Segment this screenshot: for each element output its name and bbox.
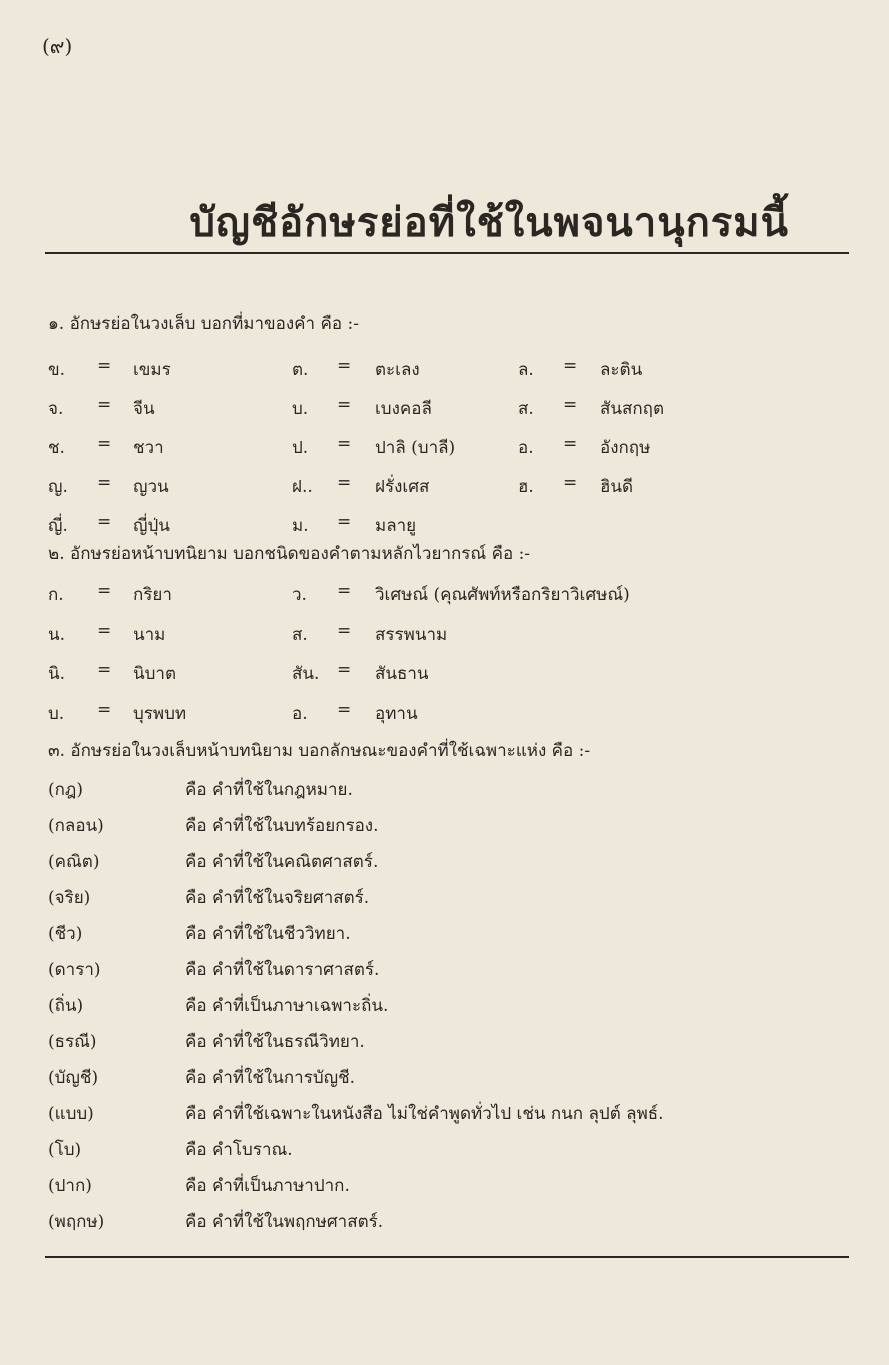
usage-description: คือ คำที่ใช้ในการบัญชี. <box>185 1068 356 1088</box>
abbreviation-meaning: ชวา <box>133 438 164 458</box>
section1-heading: ๑. อักษรย่อในวงเล็บ บอกที่มาของคำ คือ :- <box>48 314 359 334</box>
abbreviation: จ. <box>48 399 64 419</box>
usage-description: คือ คำที่เป็นภาษาเฉพาะถิ่น. <box>185 996 389 1016</box>
abbreviation: ว. <box>292 585 307 605</box>
equals-sign: = <box>563 434 578 454</box>
abbreviation-meaning: ฝรั่งเศส <box>375 477 430 497</box>
usage-tag: (ดารา) <box>48 960 101 980</box>
usage-description: คือ คำที่ใช้ในดาราศาสตร์. <box>185 960 380 980</box>
equals-sign: = <box>337 660 352 680</box>
abbreviation: บ. <box>292 399 309 419</box>
usage-description: คือ คำที่ใช้ในชีววิทยา. <box>185 924 351 944</box>
abbreviation: ส. <box>518 399 534 419</box>
usage-tag: (กลอน) <box>48 816 104 836</box>
usage-tag: (คณิต) <box>48 852 100 872</box>
equals-sign: = <box>563 356 578 376</box>
equals-sign: = <box>97 473 112 493</box>
equals-sign: = <box>337 356 352 376</box>
abbreviation-meaning: อังกฤษ <box>600 438 651 458</box>
abbreviation: ก. <box>48 585 64 605</box>
abbreviation: ข. <box>48 360 66 380</box>
abbreviation-meaning: ฮินดี <box>600 477 634 497</box>
usage-description: คือ คำที่ใช้ในคณิตศาสตร์. <box>185 852 379 872</box>
abbreviation-meaning: มลายู <box>375 516 417 536</box>
abbreviation: ฮ. <box>518 477 534 497</box>
usage-tag: (บัญชี) <box>48 1068 99 1088</box>
abbreviation: ต. <box>292 360 309 380</box>
abbreviation-meaning: ปาลิ (บาลี) <box>375 438 456 458</box>
usage-description: คือ คำที่ใช้เฉพาะในหนังสือ ไม่ใช่คำพูดทั่วไป เช่น กนก ลุปต์ ลุพธ์. <box>185 1104 664 1124</box>
abbreviation: ญี่. <box>48 516 68 536</box>
abbreviation-meaning: ญวน <box>133 477 169 497</box>
page-number: (๙) <box>42 34 73 58</box>
equals-sign: = <box>337 473 352 493</box>
usage-tag: (ธรณี) <box>48 1032 97 1052</box>
usage-description: คือ คำที่ใช้ในจริยศาสตร์. <box>185 888 370 908</box>
abbreviation-meaning: เขมร <box>133 360 171 380</box>
abbreviation: อ. <box>518 438 534 458</box>
abbreviation: สัน. <box>292 664 320 684</box>
abbreviation: อ. <box>292 703 308 724</box>
page-title: บัญชีอักษรย่อที่ใช้ในพจนานุกรมนี้ <box>189 200 789 246</box>
abbreviation-meaning: บุรพบท <box>133 703 187 724</box>
usage-tag: (แบบ) <box>48 1104 94 1124</box>
usage-description: คือ คำที่ใช้ในบทร้อยกรอง. <box>185 816 379 836</box>
usage-tag: (จริย) <box>48 888 91 908</box>
equals-sign: = <box>97 620 112 641</box>
usage-description: คือ คำที่ใช้ในกฎหมาย. <box>185 780 353 800</box>
abbreviation-meaning: สันธาน <box>375 664 429 684</box>
abbreviation: ป. <box>292 438 309 458</box>
abbreviation-meaning: เบงคอลี <box>375 399 432 419</box>
equals-sign: = <box>97 581 112 601</box>
usage-tag: (ชีว) <box>48 924 83 944</box>
equals-sign: = <box>97 660 112 680</box>
equals-sign: = <box>97 395 112 415</box>
equals-sign: = <box>97 356 112 376</box>
abbreviation-meaning: ละติน <box>600 360 643 380</box>
equals-sign: = <box>97 512 112 532</box>
abbreviation: ล. <box>518 360 534 380</box>
section3-heading: ๓. อักษรย่อในวงเล็บหน้าบทนิยาม บอกลักษณะของคำที่ใช้เฉพาะแห่ง คือ :- <box>48 741 591 761</box>
usage-tag: (ถิ่น) <box>48 996 84 1016</box>
abbreviation: ญ. <box>48 477 68 497</box>
abbreviation: ฝ.. <box>292 477 313 497</box>
equals-sign: = <box>337 434 352 454</box>
abbreviation-meaning: สรรพนาม <box>375 624 448 645</box>
equals-sign: = <box>337 699 352 720</box>
title-rule <box>45 252 849 254</box>
usage-description: คือ คำที่เป็นภาษาปาก. <box>185 1176 350 1196</box>
usage-tag: (กฎ) <box>48 780 83 800</box>
usage-tag: (โบ) <box>48 1140 82 1160</box>
equals-sign: = <box>563 473 578 493</box>
equals-sign: = <box>337 620 352 641</box>
abbreviation: นิ. <box>48 664 66 684</box>
abbreviation-meaning: นาม <box>133 624 166 645</box>
section2-heading: ๒. อักษรย่อหน้าบทนิยาม บอกชนิดของคำตามหลักไวยากรณ์ คือ :- <box>48 544 531 564</box>
abbreviation-meaning: วิเศษณ์ (คุณศัพท์หรือกริยาวิเศษณ์) <box>375 585 630 605</box>
equals-sign: = <box>97 699 112 720</box>
abbreviation: ม. <box>292 516 309 536</box>
equals-sign: = <box>563 395 578 415</box>
usage-description: คือ คำที่ใช้ในธรณีวิทยา. <box>185 1032 365 1052</box>
abbreviation-meaning: จีน <box>133 399 155 419</box>
abbreviation: บ. <box>48 703 65 724</box>
equals-sign: = <box>337 512 352 532</box>
equals-sign: = <box>97 434 112 454</box>
abbreviation: ส. <box>292 624 308 645</box>
usage-description: คือ คำโบราณ. <box>185 1140 293 1160</box>
equals-sign: = <box>337 581 352 601</box>
abbreviation-meaning: ญี่ปุ่น <box>133 516 170 536</box>
usage-description: คือ คำที่ใช้ในพฤกษศาสตร์. <box>185 1212 384 1232</box>
abbreviation: ช. <box>48 438 65 458</box>
abbreviation-meaning: อุทาน <box>375 703 418 724</box>
usage-tag: (พฤกษ) <box>48 1212 105 1232</box>
abbreviation-meaning: ตะเลง <box>375 360 420 380</box>
equals-sign: = <box>337 395 352 415</box>
usage-tag: (ปาก) <box>48 1176 92 1196</box>
bottom-rule <box>45 1256 849 1258</box>
abbreviation-meaning: กริยา <box>133 585 172 605</box>
abbreviation-meaning: สันสกฤต <box>600 399 664 419</box>
abbreviation-meaning: นิบาต <box>133 664 176 684</box>
abbreviation: น. <box>48 624 66 645</box>
